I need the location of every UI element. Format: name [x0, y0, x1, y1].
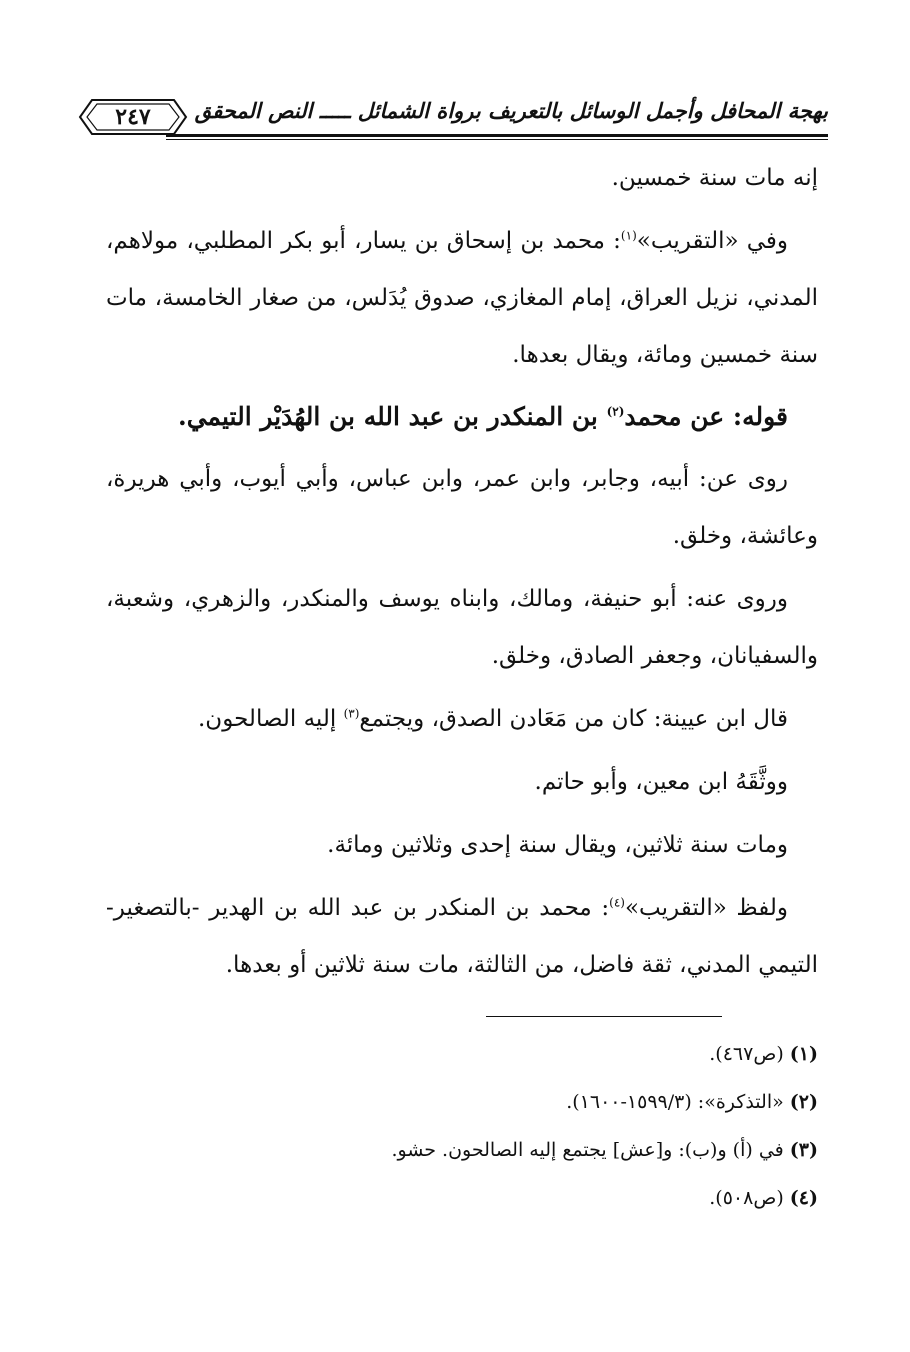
footnote-text: «التذكرة»: (١٥٩٩/٣-١٦٠٠). — [566, 1091, 784, 1113]
footnote-ref-4[interactable]: (٤) — [609, 895, 625, 910]
footnote-number: (٤) — [789, 1187, 818, 1209]
footnote-number: (٣) — [789, 1139, 818, 1161]
footnote-item — [300, 1030, 818, 1078]
paragraph-5-text: قال ابن عيينة: كان من مَعَادن الصدق، ويجتمع — [359, 706, 788, 732]
footnote-text: (ص٥٠٨). — [709, 1187, 784, 1209]
paragraph-8 — [106, 880, 818, 994]
header-rule — [166, 134, 828, 137]
section-heading — [106, 388, 818, 445]
footnote-separator — [486, 1016, 722, 1017]
paragraph-8-text: ولفظ «التقريب» — [624, 895, 789, 921]
footnote-ref-3[interactable]: (٣) — [343, 706, 360, 721]
footnote-ref-2[interactable]: (٢) — [606, 404, 625, 419]
paragraph-2-text-rest: : محمد بن إسحاق بن يسار، أبو بكر المطلبي، مولاهم، المدني، نزيل العراق، إمام المغازي، صدوق يُدَلس، من صغار الخامسة، مات سنة خمسين ومائة، ويقال بعدها. — [106, 228, 818, 368]
footnote-item — [300, 1174, 818, 1222]
paragraph-8-text-rest: : محمد بن المنكدر بن عبد الله بن الهدير -بالتصغير- التيمي المدني، ثقة فاضل، من الثالثة، مات سنة ثلاثين أو بعدها. — [106, 895, 818, 978]
paragraph-7: ومات سنة ثلاثين، ويقال سنة إحدى وثلاثين ومائة. — [327, 832, 788, 858]
paragraph-6: ووثَّقَهُ ابن معين، وأبو حاتم. — [534, 769, 788, 795]
page-header — [70, 92, 828, 142]
paragraph-4: وروى عنه: أبو حنيفة، ومالك، وابناه يوسف والمنكدر، والزهري، وشعبة، والسفيانان، وجعفر الصادق، وخلق. — [106, 586, 818, 669]
header-rule-thin — [166, 139, 828, 140]
section-heading-text: قوله: عن محمد — [624, 402, 788, 431]
footnotes — [300, 1030, 818, 1222]
footnote-ref-1[interactable]: (١) — [620, 228, 637, 243]
paragraph-5 — [106, 691, 818, 748]
footnote-text: (ص٤٦٧). — [709, 1043, 784, 1065]
paragraph-2-text: وفي «التقريب» — [636, 228, 788, 254]
paragraph-3: روى عن: أبيه، وجابر، وابن عمر، وابن عباس، وأبي أيوب، وأبي هريرة، وعائشة، وخلق. — [106, 466, 818, 549]
footnote-text: في (أ) و(ب): و[عش] يجتمع إليه الصالحون. حشو. — [391, 1139, 784, 1161]
section-heading-text-rest: بن المنكدر بن عبد الله بن الهُدَيْر التيمي. — [178, 402, 607, 431]
page-number: ٢٤٧ — [115, 104, 151, 130]
running-header-title: بهجة المحافل وأجمل الوسائل بالتعريف برواة الشمائل ـــــ النص المحقق — [194, 98, 828, 123]
paragraph-2 — [106, 213, 818, 384]
footnote-number: (٢) — [789, 1091, 818, 1113]
main-text — [106, 150, 818, 994]
paragraph-1: إنه مات سنة خمسين. — [611, 165, 818, 191]
page-number-badge — [78, 98, 188, 136]
footnote-item — [300, 1126, 818, 1174]
footnote-item — [300, 1078, 818, 1126]
paragraph-5-text-rest: إليه الصالحون. — [198, 706, 344, 732]
footnote-number: (١) — [789, 1043, 818, 1065]
